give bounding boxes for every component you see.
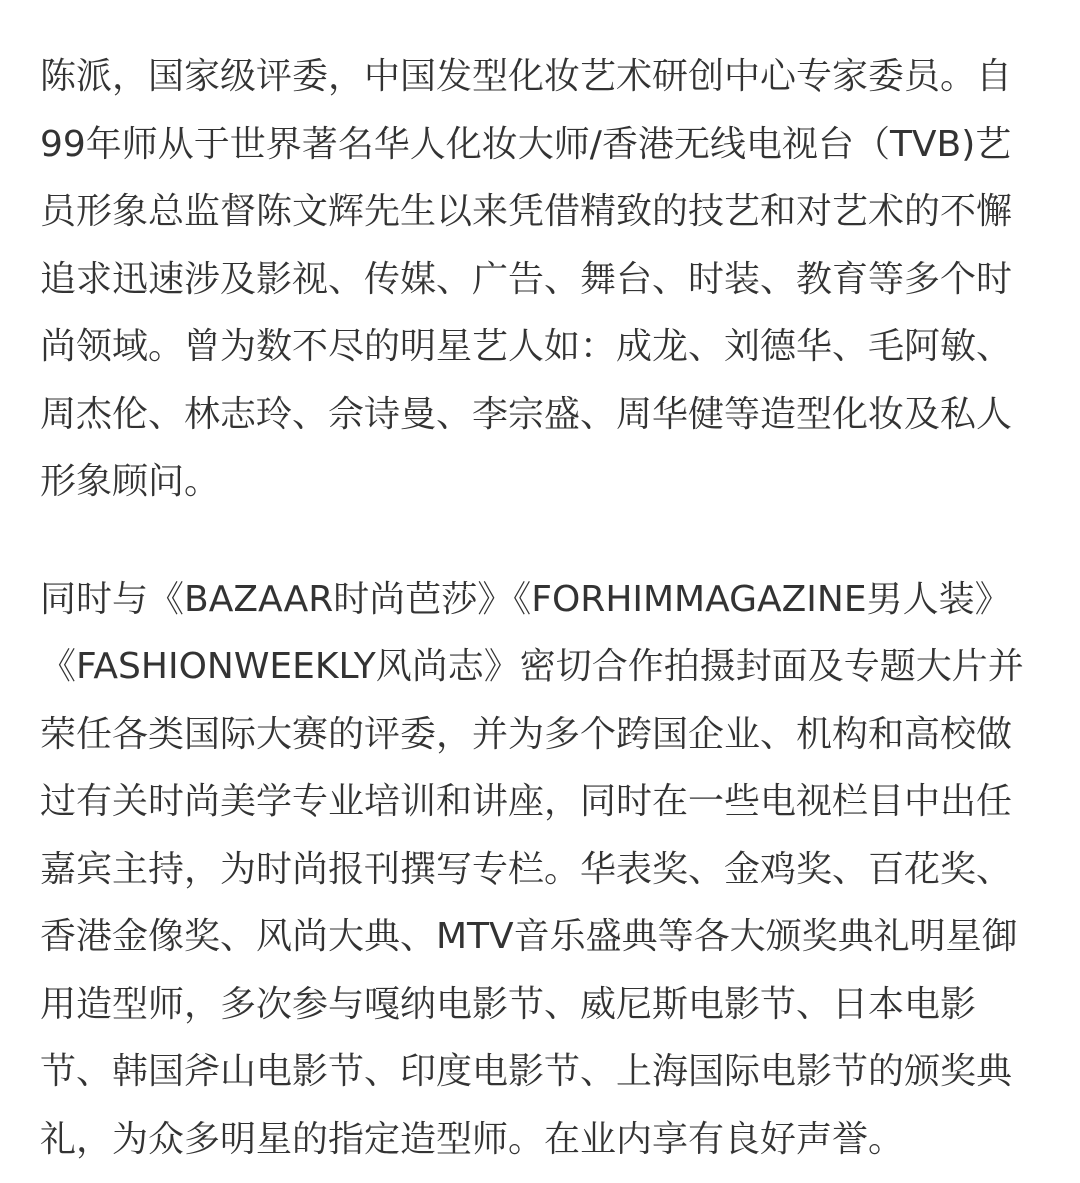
article-body <box>40 43 1040 1173</box>
paragraph-line: 同时与《BAZAAR时尚芭莎》《FORHIMMAGAZINE男人装》 <box>40 578 1011 620</box>
paragraph-line: 陈派，国家级评委，中国发型化妆艺术研创中心专家委员。自 <box>40 56 1013 97</box>
paragraph-1 <box>40 43 1040 516</box>
paragraph-line: 形象顾问。 <box>40 461 221 502</box>
paragraph-line: 嘉宾主持，为时尚报刊撰写专栏。华表奖、金鸡奖、百花奖、 <box>40 848 1013 890</box>
paragraph-line: 周杰伦、林志玲、佘诗曼、李宗盛、周华健等造型化妆及私人 <box>40 393 1013 435</box>
paragraph-line: 用造型师，多次参与嘎纳电影节、威尼斯电影节、日本电影 <box>40 983 977 1025</box>
paragraph-line: 荣任各类国际大赛的评委，并为多个跨国企业、机构和高校做 <box>40 713 1013 755</box>
paragraph-line: 过有关时尚美学专业培训和讲座，同时在一些电视栏目中出任 <box>40 781 1013 822</box>
paragraph-line: 《FASHIONWEEKLY风尚志》密切合作拍摄封面及专题大片并 <box>40 646 1024 687</box>
paragraph-spacer <box>40 516 1040 566</box>
paragraph-line: 99年师从于世界著名华人化妆大师/香港无线电视台（TVB)艺 <box>40 123 1012 165</box>
paragraph-2 <box>40 566 1040 1174</box>
paragraph-line: 追求迅速涉及影视、传媒、广告、舞台、时装、教育等多个时 <box>40 258 1013 300</box>
paragraph-line: 礼，为众多明星的指定造型师。在业内享有良好声誉。 <box>40 1118 905 1160</box>
paragraph-line: 香港金像奖、风尚大典、MTV音乐盛典等各大颁奖典礼明星御 <box>40 916 1018 957</box>
paragraph-line: 节、韩国斧山电影节、印度电影节、上海国际电影节的颁奖典 <box>40 1051 1013 1092</box>
paragraph-line: 员形象总监督陈文辉先生以来凭借精致的技艺和对艺术的不懈 <box>40 191 1013 232</box>
paragraph-line: 尚领域。曾为数不尽的明星艺人如：成龙、刘德华、毛阿敏、 <box>40 326 1013 367</box>
